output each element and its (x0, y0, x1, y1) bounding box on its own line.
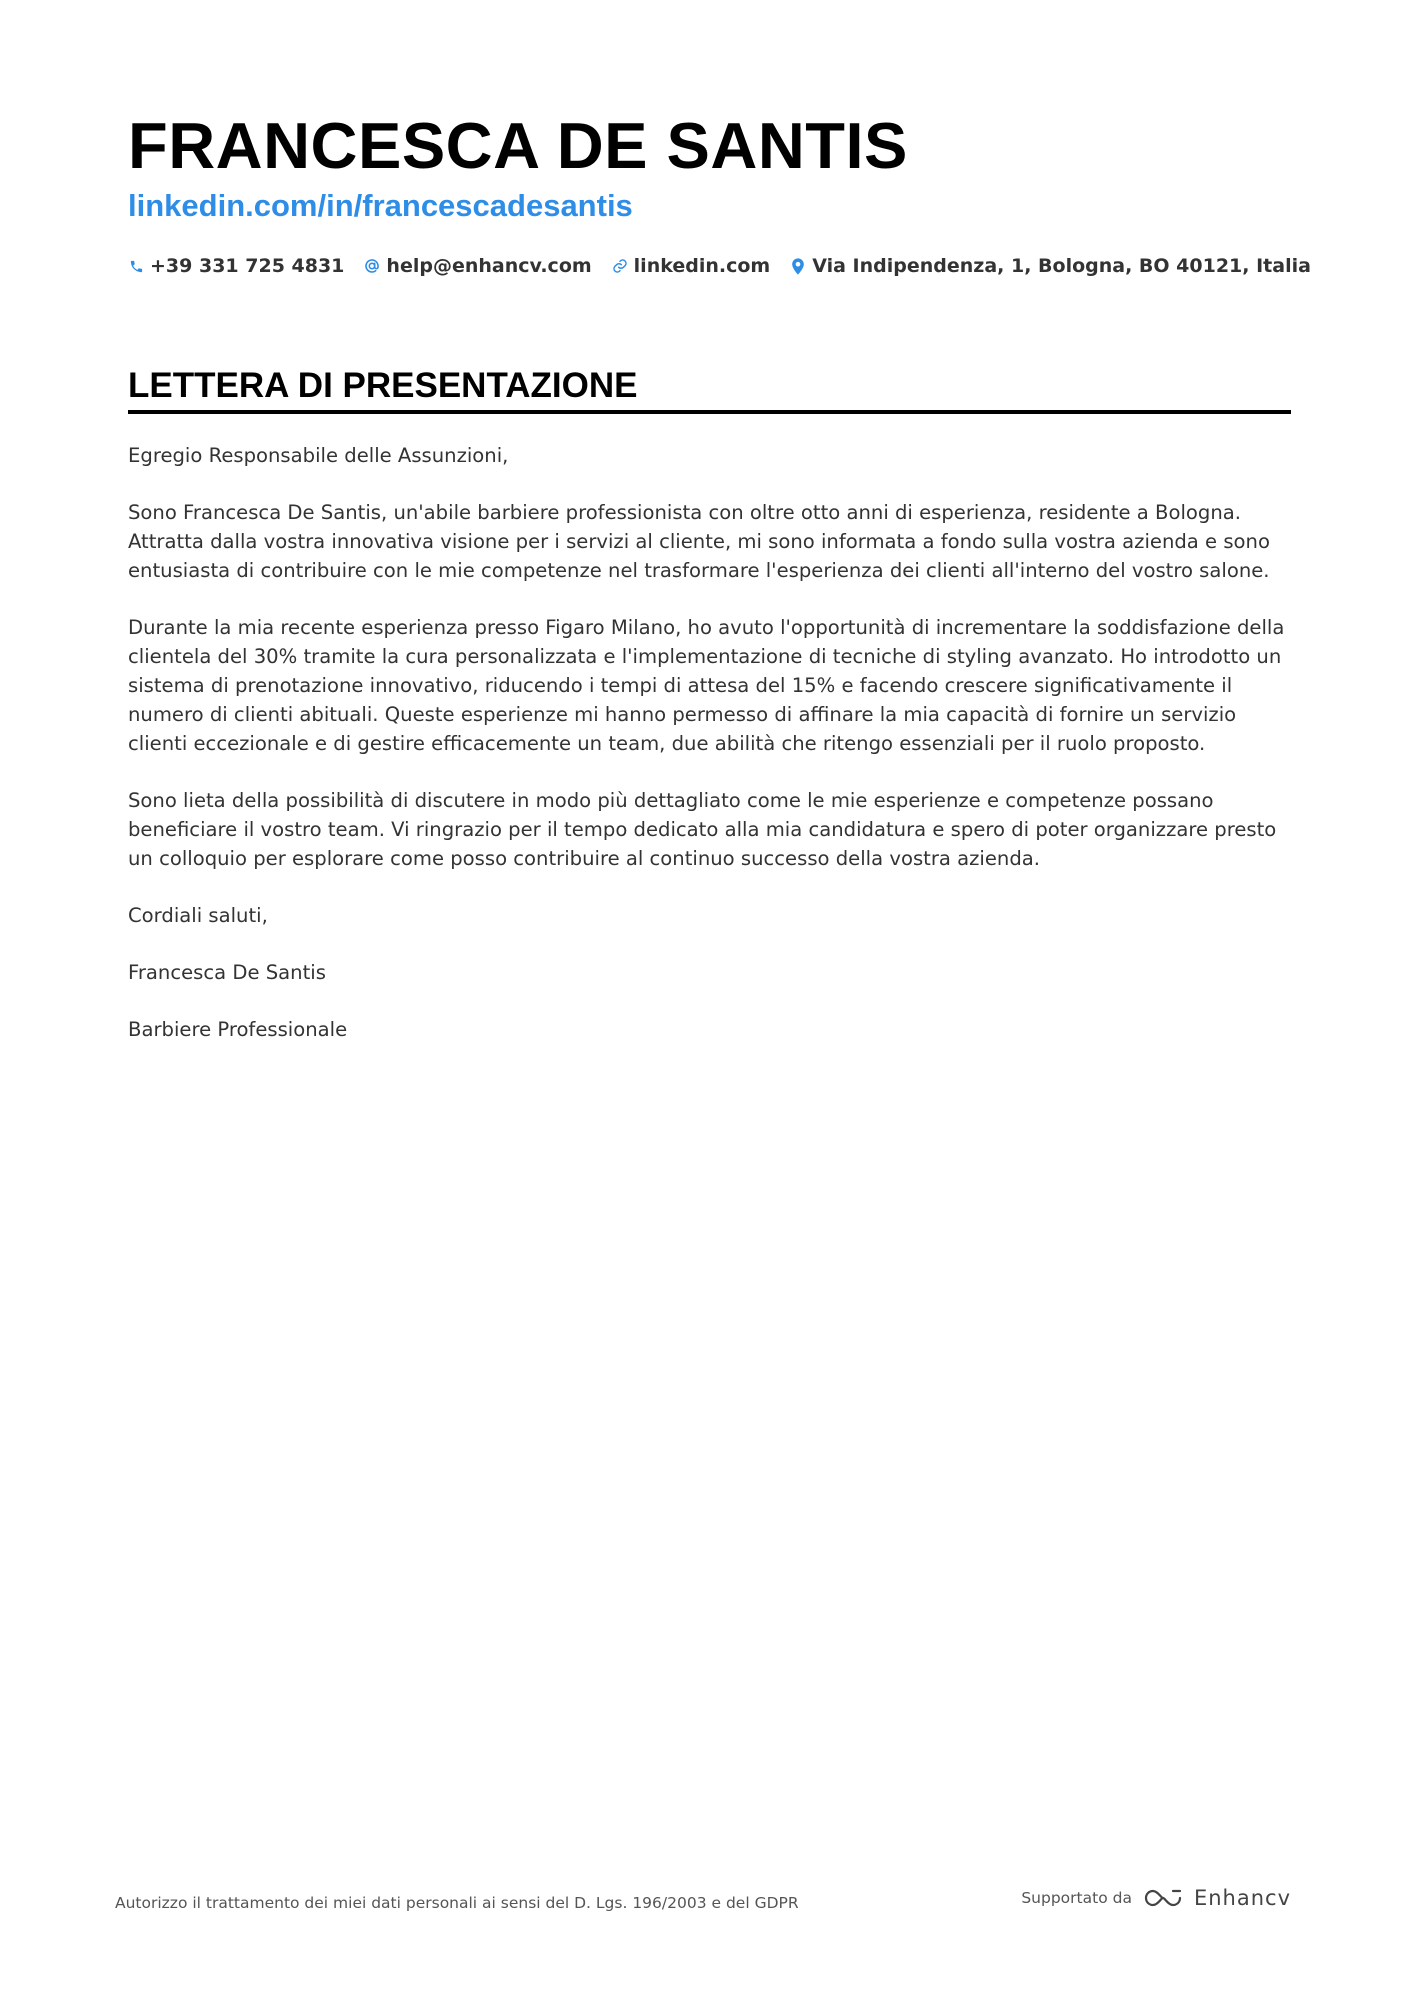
letter-salutation: Egregio Responsabile delle Assunzioni, (128, 444, 509, 467)
location-pin-icon (790, 257, 806, 275)
link-icon (612, 257, 628, 275)
letter-body (128, 441, 1291, 1072)
contact-link[interactable] (612, 255, 771, 277)
at-icon (364, 257, 380, 275)
profile-link-subtitle[interactable]: linkedin.com/in/francescadesantis (128, 188, 633, 223)
letter-paragraph-3: Sono lieta della possibilità di discutere in modo più dettagliato come le mie esperienze e competenze possano beneficiare il vostro team. Vi ringrazio per il tempo dedicato alla mia candidatura e spero di poter organizzare presto un colloquio per esplorare come posso contribuire al continuo successo della vostra azienda. (128, 789, 1277, 870)
privacy-consent: Autorizzo il trattamento dei miei dati personali ai sensi del D. Lgs. 196/2003 e del GDPR (115, 1894, 799, 1912)
contact-phone-text: +39 331 725 4831 (150, 255, 345, 277)
candidate-name: FRANCESCA DE SANTIS (128, 109, 908, 182)
signature-name: Francesca De Santis (128, 961, 326, 984)
signature-title: Barbiere Professionale (128, 1018, 348, 1041)
letter-paragraph-1: Sono Francesca De Santis, un'abile barbiere professionista con oltre otto anni di esperienza, residente a Bologna. Attratta dalla vostra innovativa visione per i servizi al cliente, mi sono informata a fondo sulla vostra azienda e sono entusiasta di contribuire con le mie competenze nel trasformare l'esperienza dei clienti all'interno del vostro salone. (128, 501, 1270, 582)
letter-closing: Cordiali saluti, (128, 904, 268, 927)
contact-email-text: help@enhancv.com (386, 255, 592, 277)
powered-by[interactable] (1021, 1886, 1291, 1910)
phone-icon (128, 257, 144, 275)
enhancv-logo (1142, 1886, 1291, 1910)
powered-by-label: Supportato da (1021, 1889, 1132, 1907)
letter-paragraph-2: Durante la mia recente esperienza presso Figaro Milano, ho avuto l'opportunità di incrementare la soddisfazione della clientela del 30% tramite la cura personalizzata e l'implementazione di tecniche di styling avanzato. Ho introdotto un sistema di prenotazione innovativo, riducendo i tempi di attesa del 15% e facendo crescere significativamente il numero di clienti abituali. Queste esperienze mi hanno permesso di affinare la mia capacità di fornire un servizio clienti eccezionale e di gestire efficacemente un team, due abilità che ritengo essenziali per il ruolo proposto. (128, 616, 1285, 755)
contact-email[interactable] (364, 255, 591, 277)
infinity-logo-icon (1142, 1887, 1184, 1909)
contact-address (790, 255, 1311, 277)
brand-name: Enhancv (1193, 1886, 1291, 1910)
section-title: LETTERA DI PRESENTAZIONE (128, 366, 638, 405)
contact-address-text: Via Indipendenza, 1, Bologna, BO 40121, Italia (812, 255, 1311, 277)
contact-bar (128, 255, 1311, 277)
section-divider (128, 410, 1291, 414)
contact-link-text: linkedin.com (633, 255, 771, 277)
contact-phone[interactable] (128, 255, 344, 277)
